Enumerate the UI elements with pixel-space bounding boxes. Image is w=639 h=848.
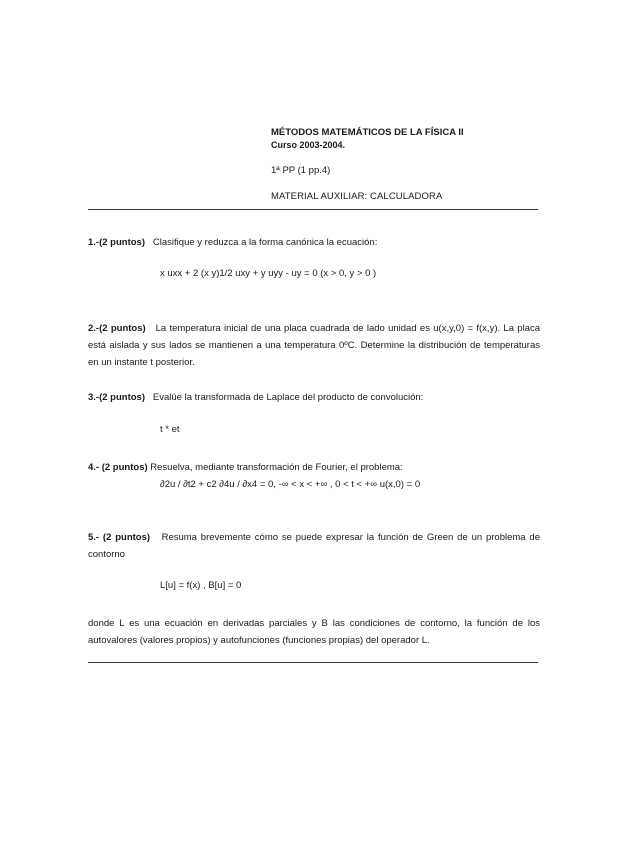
question-5-formula-text: L[u] = f(x) , B[u] = 0 (160, 580, 242, 591)
top-divider (88, 209, 538, 210)
question-5-continuation (88, 615, 540, 649)
exam-title: MÉTODOS MATEMÁTICOS DE LA FÍSICA II (271, 127, 464, 138)
question-5-formula (160, 580, 241, 592)
question-3-number: 3.-(2 puntos) (88, 392, 145, 403)
question-5-number: 5.- (2 puntos) (88, 532, 151, 543)
exam-header (271, 127, 571, 203)
question-4 (88, 459, 540, 476)
course-year: Curso 2003-2004. (271, 139, 346, 150)
question-4-formula (160, 479, 420, 491)
question-1-number: 1.-(2 puntos) (88, 237, 145, 248)
allowed-material: MATERIAL AUXILIAR: CALCULADORA (271, 191, 443, 202)
question-4-formula-text: ∂2u / ∂t2 + c2 ∂4u / ∂x4 = 0, -∞ < x < +∞ , 0 < t < +∞ u(x,0) = 0 (160, 479, 421, 490)
question-4-number: 4.- (2 puntos) (88, 462, 148, 473)
question-3-text: Evalúe la transformada de Laplace del producto de convolución: (152, 392, 424, 403)
question-1-text: Clasifique y reduzca a la forma canónica la ecuación: (152, 237, 378, 248)
question-2-number: 2.-(2 puntos) (88, 323, 146, 334)
question-4-text: Resuelva, mediante transformación de Fourier, el problema: (150, 462, 403, 473)
question-1-formula (160, 268, 376, 280)
question-2-text: La temperatura inicial de una placa cuadrada de lado unidad es u(x,y,0) = f(x,y). La placa está aislada y sus lados se mantienen a una temperatura 0ºC. Determine la distribución de temperaturas en un instante t posterior. (88, 323, 541, 368)
question-3-formula (160, 424, 180, 436)
question-1 (88, 234, 540, 251)
exam-session: 1ª PP (1 pp.4) (271, 165, 331, 177)
question-5 (88, 529, 540, 563)
question-3 (88, 389, 540, 406)
question-1-formula-text: x uxx + 2 (x y)1/2 uxy + y uyy - uy = 0 (x > 0, y > 0 ) (160, 268, 377, 279)
bottom-divider (88, 662, 538, 663)
question-5-after-text: donde L es una ecuación en derivadas parciales y B las condiciones de contorno, la función de los autovalores (valores propios) y autofunciones (funciones propias) del operador L. (88, 618, 540, 646)
question-5-text: Resuma brevemente cómo se puede expresar la función de Green de un problema de contorno (88, 532, 540, 560)
question-3-formula-text: t * et (160, 424, 180, 435)
question-2 (88, 320, 540, 371)
